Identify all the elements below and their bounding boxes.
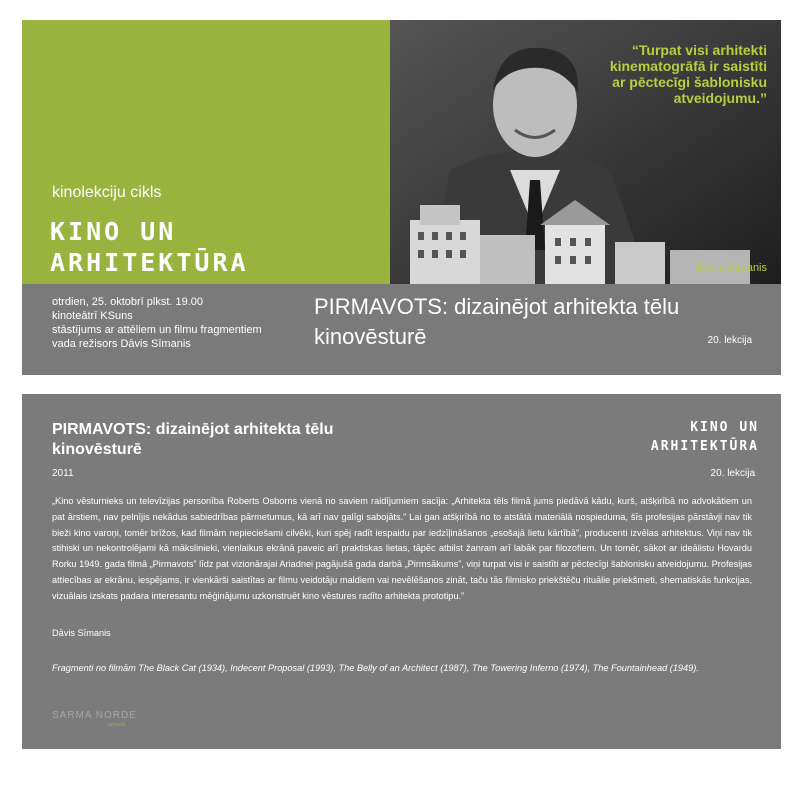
film-fragments: Fragmenti no filmām The Black Cat (1934), Indecent Proposal (1993), The Belly of an Architect (1987), The Towering Inferno (1974), The Fountainhead (1949). — [52, 663, 699, 673]
flyer-back — [22, 394, 781, 749]
portrait-photo — [390, 20, 781, 284]
event-format: stāstījums ar attēliem un filmu fragmentiem — [52, 324, 262, 336]
sponsor-logo: SARMA NORDE — [52, 710, 137, 721]
logo-line-1: KINO UN — [690, 420, 759, 435]
series-label: kinolekciju cikls — [52, 184, 162, 201]
event-host: vada režisors Dāvis Sīmanis — [52, 338, 191, 350]
green-title-panel — [22, 20, 390, 284]
lecture-number: 20. lekcija — [707, 335, 752, 346]
title-line-1: KINO UN — [50, 217, 177, 246]
event-venue: kinoteātrī KSuns — [52, 310, 133, 322]
back-lecture-number: 20. lekcija — [710, 468, 755, 479]
lecture-description: „Kino vēsturnieks un televīzijas personība Roberts Osborns vienā no saviem raidījumiem sacīja: „Arhitekta tēls filmā jums piedāvā kādu, kurš, atšķirībā no advokātiem un pat ārstiem, nav pelnījis nekādus sabiedrības pārmetumus, kā arī nav galīgi sabojāts.” Lai gan atšķirībā no to atstātā materiālā nospieduma, šīs profesijas pārstāvji nav tik bieži kino varoņi, tomēr brīžos, kad filmām nepieciešami cilvēki, kuri spēj radīt iespaidu par iedzīļināšanos „esošajā lietu kārtībā”, producenti izvēlas arhitektus. Viņi nav tik stihiski un nekontrolējami kā mākslinieki, vienlaikus ekrānā paveic arī praktiskas lietas, tāpēc atbilst žanram arī labāk par filozofiem. Un tomēr, sākot ar ideālistu Hovardu Rorku 1949. gada filmā „Pirmavots” līdz pat vizionārajai Ariadnei pagājušā gada darbā „Pirmsākums”, viņi turpat visi ir saistīti ar pēctecīgi šablonisku atveidojumu. Profesijas attiecības ar ekrānu, iespējams, ir vienkārši saistītas ar filmu veidotāju maldiem vai nevēlēšanos zināt, taču tās filmisko priekštēču rituālie priekšmeti, shematiskās funkcijas, vizuālais izskats padara interesantu mēģinājumu uzkonstruēt kino vēstures radīto arhitekta prototipu.” — [52, 496, 752, 601]
description-author: Dāvis Sīmanis — [52, 628, 111, 638]
lecture-headline: PIRMAVOTS: dizainējot arhitekta tēlu kinovēsturē — [314, 294, 680, 349]
quote-text: “Turpat visi arhitekti kinematogrāfā ir saistīti ar pēctecīgi šablonisku atveidojumu.” — [609, 42, 767, 106]
quote-author: Dāvis Sīmanis — [696, 262, 767, 274]
flyer-front — [22, 20, 781, 375]
year: 2011 — [52, 468, 74, 479]
logo-line-2: ARHITEKTŪRA — [650, 439, 759, 454]
title-line-2: ARHITEKTŪRA — [50, 248, 249, 277]
sponsor-sub: arhitekti — [108, 722, 126, 728]
event-info — [52, 295, 262, 351]
event-date: otrdien, 25. oktobrī plkst. 19.00 — [52, 296, 204, 308]
back-headline: PIRMAVOTS: dizainējot arhitekta tēlu kinovēsturē — [52, 421, 334, 458]
